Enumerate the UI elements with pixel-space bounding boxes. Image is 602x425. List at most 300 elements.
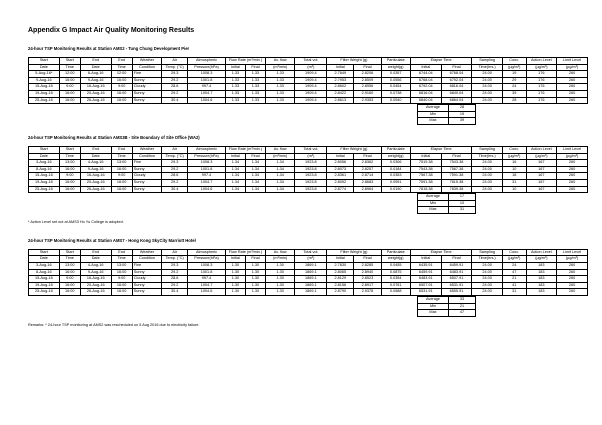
column-header: Total vol.: [295, 58, 327, 65]
table-cell: 16:00: [111, 282, 132, 289]
table-cell: 1.33: [225, 90, 245, 97]
table-cell: 260: [557, 289, 588, 296]
table-cell: 16:00: [59, 77, 80, 84]
table-cell: 16: [502, 160, 526, 167]
table-cell: 13:00: [59, 263, 80, 270]
stat-label: Max: [418, 118, 449, 125]
column-subheader: Date: [80, 256, 111, 263]
table-cell: 7591.38: [410, 179, 441, 186]
section-spacer: [28, 224, 588, 238]
table-cell: 24: [502, 84, 526, 91]
column-header: Atmospheric: [188, 146, 226, 153]
table-cell: 16:00: [59, 186, 80, 193]
table-cell: 29.2: [162, 90, 188, 97]
table-cell: 1.34: [225, 166, 245, 173]
table-cell: 6-Aug-16: [80, 71, 111, 78]
table-cell: 1.33: [265, 77, 294, 84]
table-cell: 1909.4: [295, 77, 327, 84]
table-cell: Sunny: [132, 179, 161, 186]
table-cell: 1.33: [225, 84, 245, 91]
stats-row: [418, 297, 476, 304]
table-cell: Sunny: [132, 97, 161, 104]
table-cell: 1004.7: [188, 179, 226, 186]
table-row: [29, 276, 588, 283]
column-subheader: Final: [441, 64, 472, 71]
stat-value: 28: [449, 105, 476, 112]
table-cell: 7519.38: [410, 160, 441, 167]
section-title: 24-hour TSP Monitoring Results at Station AMS3B - Site Boundary of Site Office (WA2): [28, 134, 200, 140]
table-cell: 5-Aug-16*: [29, 71, 60, 78]
table-cell: 1.33: [265, 97, 294, 104]
table-cell: 7567.38: [410, 173, 441, 180]
table-cell: 24.00: [472, 282, 503, 289]
table-cell: 2.8361: [327, 173, 354, 180]
column-header: End: [80, 58, 111, 65]
table-cell: Fine: [132, 71, 161, 78]
table-cell: 1.30: [225, 282, 245, 289]
table-cell: 260: [557, 90, 588, 97]
table-cell: 9-Aug-16: [80, 77, 111, 84]
table-cell: 7615.38: [410, 186, 441, 193]
table-cell: 1.30: [225, 263, 245, 270]
column-header: Air: [162, 58, 188, 65]
table-cell: 6816.04: [410, 90, 441, 97]
table-cell: 1004.6: [188, 186, 226, 193]
table-cell: 9:00: [111, 84, 132, 91]
table-cell: 6768.04: [410, 77, 441, 84]
appendix-title: Appendix G Impact Air Quality Monitoring Results: [28, 27, 195, 34]
table-cell: 8-Aug-16: [29, 166, 60, 173]
table-cell: 29: [502, 77, 526, 84]
column-header: Atmospheric: [188, 249, 226, 256]
header-row: [29, 146, 588, 153]
table-cell: 16-Aug-16: [80, 84, 111, 91]
column-subheader: Time: [111, 64, 132, 71]
column-header: Flow Rate (m³/min.): [225, 249, 265, 256]
column-header: Start: [59, 146, 80, 153]
column-subheader: (μg/m³): [557, 256, 588, 263]
column-subheader: Temp. (°C): [162, 64, 188, 71]
table-cell: 1.34: [245, 160, 265, 167]
table-row: [29, 97, 588, 104]
table-cell: 1.34: [225, 179, 245, 186]
table-cell: 20-Aug-16: [80, 90, 111, 97]
header-row: [29, 64, 588, 71]
column-subheader: Initial: [327, 64, 354, 71]
table-cell: 16:00: [111, 166, 132, 173]
stat-value: 31: [449, 207, 476, 214]
table-cell: 0.0556: [381, 77, 410, 84]
table-cell: 16-Aug-16: [80, 173, 111, 180]
table-row: [29, 84, 588, 91]
table-cell: 10: [502, 166, 526, 173]
column-header: Particulate: [381, 58, 410, 65]
column-header: End: [111, 249, 132, 256]
stats-row: [418, 111, 476, 118]
table-cell: 1.30: [225, 269, 245, 276]
table-row: [29, 77, 588, 84]
column-subheader: weight(g): [381, 64, 410, 71]
table-cell: 13:00: [111, 160, 132, 167]
tsp-results-table: [28, 249, 588, 296]
table-cell: 260: [557, 166, 588, 173]
column-header: Weather: [132, 146, 161, 153]
column-subheader: Final: [441, 256, 472, 263]
table-cell: 2.8073: [327, 166, 354, 173]
table-cell: 6507.91: [441, 276, 472, 283]
stat-label: Average: [418, 194, 449, 201]
table-cell: 1923.8: [295, 166, 327, 173]
table-cell: 26-Aug-16: [80, 289, 111, 296]
tsp-results-table: [28, 57, 588, 104]
document-page: [28, 27, 588, 327]
column-subheader: Final: [441, 153, 472, 160]
table-cell: 0.0394: [381, 276, 410, 283]
table-cell: 260: [557, 179, 588, 186]
table-cell: 29.3: [162, 263, 188, 270]
table-row: [29, 289, 588, 296]
section-title: 24-hour TSP Monitoring Results at Station AMS2 - Tung Chung Development Pier: [28, 46, 190, 51]
table-cell: 2.9378: [354, 289, 381, 296]
column-subheader: Temp. (°C): [162, 256, 188, 263]
table-cell: Sunny: [132, 166, 161, 173]
table-cell: 20-Aug-16: [80, 282, 111, 289]
table-row: [29, 160, 588, 167]
stat-label: Average: [418, 297, 449, 304]
stat-value: 21: [449, 303, 476, 310]
table-cell: 16:00: [59, 97, 80, 104]
table-cell: 24.00: [472, 263, 503, 270]
stat-label: Min: [418, 303, 449, 310]
table-cell: 1.30: [225, 276, 245, 283]
column-header: Total vol.: [295, 249, 327, 256]
table-cell: 1869.1: [295, 282, 327, 289]
table-cell: 1.34: [225, 173, 245, 180]
table-row: [29, 179, 588, 186]
table-cell: 28.6: [162, 173, 188, 180]
table-cell: 1.33: [225, 77, 245, 84]
table-cell: 1923.8: [295, 160, 327, 167]
column-subheader: weight(g): [381, 153, 410, 160]
column-subheader: Temp. (°C): [162, 153, 188, 160]
table-cell: 20-Aug-16: [80, 179, 111, 186]
table-cell: 6792.04: [410, 84, 441, 91]
table-row: [29, 263, 588, 270]
table-cell: 2.8964: [354, 186, 381, 193]
table-cell: 15-Aug-16: [29, 84, 60, 91]
table-cell: 1004.6: [188, 97, 226, 104]
column-subheader: Date: [80, 64, 111, 71]
table-cell: 29.2: [162, 77, 188, 84]
table-cell: Sunny: [132, 282, 161, 289]
table-cell: 183: [526, 269, 557, 276]
table-cell: 19: [502, 71, 526, 78]
table-cell: 1.30: [265, 263, 294, 270]
table-cell: 24.00: [472, 289, 503, 296]
column-header: End: [111, 58, 132, 65]
table-cell: 167: [526, 186, 557, 193]
column-header: End: [80, 146, 111, 153]
table-cell: 7543.38: [410, 166, 441, 173]
table-cell: 7615.38: [441, 179, 472, 186]
stat-value: 17: [449, 194, 476, 201]
column-header: Limit Level: [557, 58, 588, 65]
section-note: * Action Level set out at AMS3 Ho Yu College is adopted.: [28, 219, 124, 224]
table-row: [29, 186, 588, 193]
table-cell: 260: [557, 77, 588, 84]
column-header: Flow Rate (m³/min.): [225, 58, 265, 65]
table-cell: 6768.04: [441, 71, 472, 78]
column-header: Start: [59, 58, 80, 65]
column-subheader: (μg/m³): [502, 64, 526, 71]
column-subheader: Final: [354, 153, 381, 160]
table-cell: 0.0184: [381, 166, 410, 173]
column-subheader: Pressure(hPa): [188, 64, 226, 71]
table-cell: 16:00: [59, 289, 80, 296]
column-header: Sampling: [472, 58, 503, 65]
table-cell: 1.34: [245, 166, 265, 173]
column-header: Weather: [132, 58, 161, 65]
table-cell: 0.0454: [381, 84, 410, 91]
column-subheader: Initial: [225, 153, 245, 160]
table-cell: 24.00: [472, 77, 503, 84]
table-cell: 29.2: [162, 269, 188, 276]
column-subheader: Date: [29, 153, 60, 160]
column-subheader: Date: [29, 256, 60, 263]
table-cell: 167: [526, 179, 557, 186]
table-cell: Fine: [132, 160, 161, 167]
column-header: Conc.: [502, 146, 526, 153]
column-subheader: (m³): [295, 64, 327, 71]
table-cell: 6459.91: [410, 269, 441, 276]
column-header: Av. flow: [265, 58, 294, 65]
column-header: Atmospheric: [188, 58, 226, 65]
column-header: Start: [29, 146, 60, 153]
table-cell: 21: [502, 276, 526, 283]
remarks: Remarks: * 24-hour TSP monitoring at AMS2 was rescheduled on 5 Aug 2016 due to electricity failure.: [28, 322, 200, 327]
stats-row: [418, 310, 476, 317]
table-cell: 31: [502, 179, 526, 186]
column-subheader: (m³): [295, 256, 327, 263]
column-header: Filter Weight (g): [327, 249, 381, 256]
section-spacer: [28, 125, 588, 135]
table-cell: Sunny: [132, 289, 161, 296]
table-cell: Sunny: [132, 77, 161, 84]
table-cell: 1.33: [265, 71, 294, 78]
table-cell: 0.0588: [381, 289, 410, 296]
table-cell: 2.8206: [354, 71, 381, 78]
column-header: Air: [162, 249, 188, 256]
table-cell: 28.6: [162, 276, 188, 283]
column-header: End: [111, 146, 132, 153]
table-cell: 15-Aug-16: [29, 173, 60, 180]
table-cell: 1909.4: [295, 90, 327, 97]
table-cell: 2.8422: [327, 90, 354, 97]
table-cell: 1004.6: [188, 289, 226, 296]
table-cell: 13:00: [111, 263, 132, 270]
table-cell: 6816.04: [441, 84, 472, 91]
table-cell: 260: [557, 97, 588, 104]
table-cell: 1.30: [265, 269, 294, 276]
table-cell: 24.00: [472, 166, 503, 173]
table-cell: 2.7849: [327, 71, 354, 78]
column-subheader: Initial: [225, 256, 245, 263]
table-cell: 260: [557, 84, 588, 91]
column-subheader: Initial: [410, 64, 441, 71]
table-cell: 16:00: [59, 269, 80, 276]
column-header: Filter Weight (g): [327, 58, 381, 65]
table-cell: 2.8790: [327, 289, 354, 296]
table-cell: 0.0306: [381, 160, 410, 167]
table-cell: 39: [502, 90, 526, 97]
table-cell: 4-Aug-16: [80, 263, 111, 270]
table-cell: 1909.4: [295, 71, 327, 78]
column-subheader: Pressure(hPa): [188, 153, 226, 160]
table-cell: 1.33: [265, 90, 294, 97]
table-cell: 260: [557, 186, 588, 193]
column-header: Particulate: [381, 146, 410, 153]
table-cell: 2.8940: [354, 269, 381, 276]
table-cell: 16:00: [59, 90, 80, 97]
table-cell: 2.8156: [327, 282, 354, 289]
column-subheader: (m³/min): [265, 64, 294, 71]
table-row: [29, 282, 588, 289]
table-cell: 2.8285: [354, 263, 381, 270]
table-cell: 1.30: [225, 289, 245, 296]
table-cell: 16:00: [111, 90, 132, 97]
stat-value: 33: [449, 297, 476, 304]
table-cell: 16:00: [111, 77, 132, 84]
table-cell: 1.30: [245, 263, 265, 270]
section-title: 24-hour TSP Monitoring Results at Station AMS7 - Hong Kong SkyCity Marriott Hotel: [28, 237, 196, 243]
table-cell: 0.0591: [381, 179, 410, 186]
column-subheader: Time(hrs.): [472, 256, 503, 263]
column-header: Action Level: [526, 146, 557, 153]
table-cell: 29.2: [162, 166, 188, 173]
table-cell: 1.33: [245, 97, 265, 104]
column-subheader: (μg/m³): [502, 153, 526, 160]
table-cell: 1.30: [265, 289, 294, 296]
table-cell: 7567.38: [441, 166, 472, 173]
column-header: Limit Level: [557, 146, 588, 153]
table-row: [29, 173, 588, 180]
table-cell: 41: [502, 282, 526, 289]
table-cell: 183: [526, 282, 557, 289]
table-cell: 26-Aug-16: [80, 97, 111, 104]
column-subheader: Time(hrs.): [472, 153, 503, 160]
column-header: Limit Level: [557, 249, 588, 256]
table-cell: 2.8129: [327, 276, 354, 283]
table-cell: 1.33: [245, 71, 265, 78]
table-cell: 16:00: [111, 186, 132, 193]
table-cell: 1.33: [245, 84, 265, 91]
table-cell: 6555.91: [441, 289, 472, 296]
table-cell: 1.34: [265, 166, 294, 173]
column-subheader: Final: [245, 64, 265, 71]
table-cell: 24.00: [472, 160, 503, 167]
table-cell: 2.9160: [354, 90, 381, 97]
column-header: End: [80, 249, 111, 256]
column-header: Elapse Time: [410, 146, 471, 153]
column-subheader: Final: [354, 256, 381, 263]
table-cell: Sunny: [132, 269, 161, 276]
table-cell: 1001.8: [188, 166, 226, 173]
table-cell: 1.34: [225, 186, 245, 193]
column-subheader: Final: [245, 256, 265, 263]
table-cell: 9-Aug-16: [80, 269, 111, 276]
table-cell: 260: [557, 276, 588, 283]
column-header: Conc.: [502, 58, 526, 65]
table-cell: 1001.8: [188, 269, 226, 276]
table-cell: 2.8774: [327, 186, 354, 193]
stats-row: [418, 118, 476, 125]
column-subheader: Time: [111, 153, 132, 160]
table-cell: 6840.04: [441, 90, 472, 97]
table-cell: 6483.91: [441, 269, 472, 276]
table-cell: Cloudy: [132, 173, 161, 180]
table-cell: 13:00: [59, 160, 80, 167]
table-cell: 9-Aug-16: [80, 166, 111, 173]
table-cell: 29.3: [162, 71, 188, 78]
column-subheader: Time: [59, 256, 80, 263]
table-cell: 9:00: [111, 173, 132, 180]
table-row: [29, 269, 588, 276]
table-cell: 260: [557, 71, 588, 78]
table-cell: 1923.8: [295, 179, 327, 186]
table-cell: 260: [557, 269, 588, 276]
column-header: Particulate: [381, 249, 410, 256]
column-header: Filter Weight (g): [327, 146, 381, 153]
table-cell: 6483.91: [410, 276, 441, 283]
table-cell: 25-Aug-16: [29, 289, 60, 296]
column-subheader: (μg/m³): [526, 64, 557, 71]
table-cell: 2.8683: [354, 179, 381, 186]
table-cell: 8-Aug-16: [29, 269, 60, 276]
table-cell: 30.4: [162, 289, 188, 296]
column-subheader: Final: [354, 64, 381, 71]
column-header: Av. flow: [265, 249, 294, 256]
table-cell: 183: [526, 263, 557, 270]
column-subheader: Time(hrs.): [472, 64, 503, 71]
table-cell: 2.9353: [354, 97, 381, 104]
table-cell: 24.00: [472, 186, 503, 193]
table-cell: 16:00: [59, 166, 80, 173]
table-cell: 1.30: [245, 276, 265, 283]
stat-label: Max: [418, 207, 449, 214]
stat-value: 10: [449, 200, 476, 207]
column-subheader: Initial: [327, 153, 354, 160]
stat-label: Min: [418, 111, 449, 118]
stat-label: Average: [418, 105, 449, 112]
column-subheader: Initial: [410, 153, 441, 160]
stat-label: Min: [418, 200, 449, 207]
table-cell: 29.3: [162, 160, 188, 167]
table-cell: 0.0353: [381, 173, 410, 180]
table-cell: 12:00: [59, 71, 80, 78]
table-cell: 16:00: [59, 179, 80, 186]
table-cell: 1909.4: [295, 84, 327, 91]
table-cell: 19-Aug-16: [29, 282, 60, 289]
column-subheader: Condition: [132, 153, 161, 160]
column-header: Av. flow: [265, 146, 294, 153]
table-cell: 24.00: [472, 173, 503, 180]
header-row: [29, 58, 588, 65]
table-cell: 2.8092: [327, 179, 354, 186]
header-row: [29, 153, 588, 160]
column-header: Action Level: [526, 249, 557, 256]
column-subheader: Initial: [327, 256, 354, 263]
column-subheader: (μg/m³): [557, 153, 588, 160]
